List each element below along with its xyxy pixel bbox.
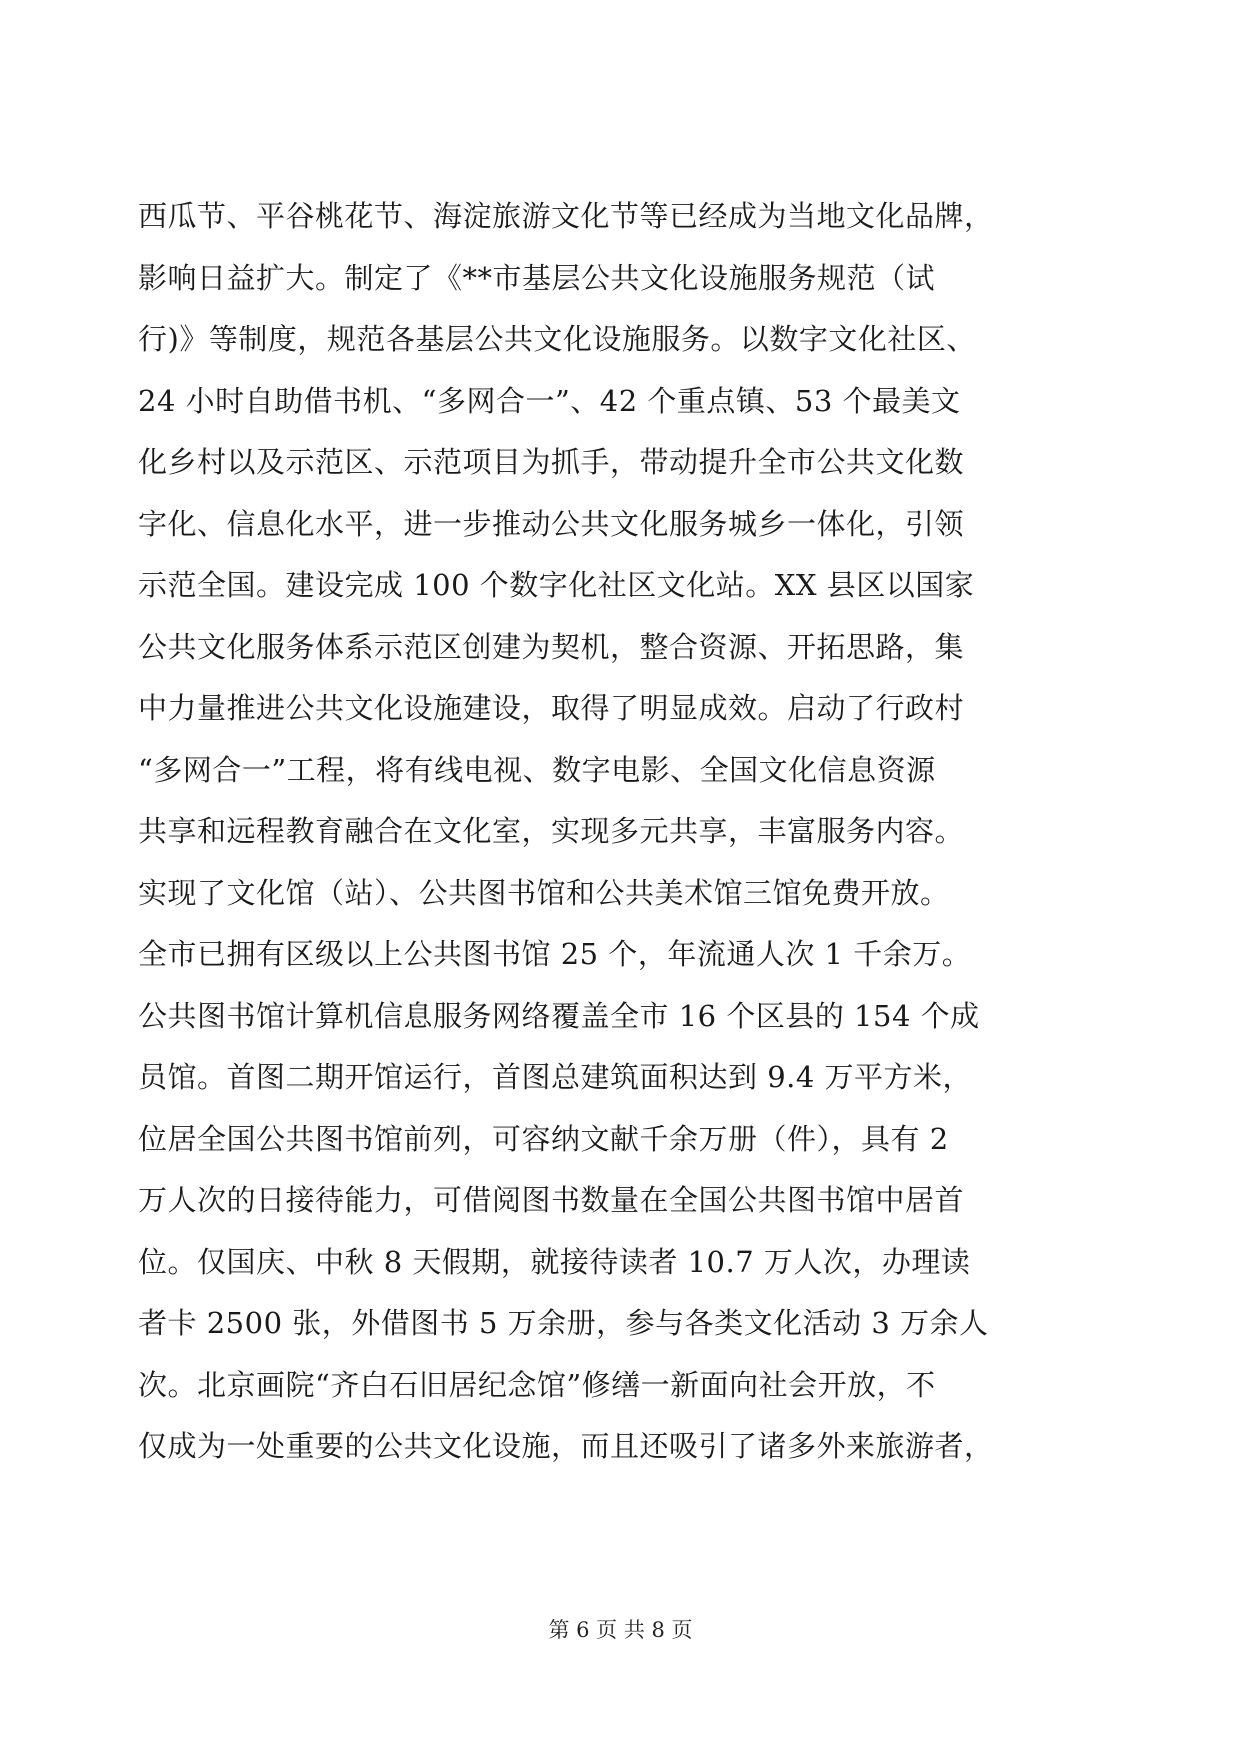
body-paragraph: [138, 196, 1108, 1488]
text-line: 公共文化服务体系示范区创建为契机，整合资源、开拓思路，集: [138, 629, 965, 664]
page-footer: [0, 1616, 1241, 1644]
text-line: 位居全国公共图书馆前列，可容纳文献千余万册（件），具有 2: [138, 1121, 949, 1156]
text-line: 实现了文化馆（站）、公共图书馆和公共美术馆三馆免费开放。: [138, 875, 950, 910]
text-line: 位。仅国庆、中秋 8 天假期，就接待读者 10.7 万人次，办理读: [138, 1244, 971, 1279]
text-line: 者卡 2500 张，外借图书 5 万余册，参与各类文化活动 3 万余人: [138, 1306, 989, 1340]
text-line: 示范全国。建设完成 100 个数字化社区文化站。XX 县区以国家: [138, 568, 975, 602]
text-line: 仅成为一处重要的公共文化设施，而且还吸引了诸多外来旅游者，: [138, 1429, 994, 1463]
text-line: 次。北京画院“齐白石旧居纪念馆”修缮一新面向社会开放，不: [138, 1367, 936, 1402]
text-line: 西瓜节、平谷桃花节、海淀旅游文化节等已经成为当地文化品牌，: [138, 199, 994, 233]
text-line: 字化、信息化水平，进一步推动公共文化服务城乡一体化，引领: [138, 506, 965, 541]
text-line: “多网合一”工程，将有线电视、数字电影、全国文化信息资源: [138, 752, 936, 787]
text-line: 影响日益扩大。制定了《**市基层公共文化设施服务规范（试: [138, 260, 936, 295]
text-line: 员馆。首图二期开馆运行，首图总建筑面积达到 9.4 万平方米，: [138, 1060, 973, 1094]
text-line: 全市已拥有区级以上公共图书馆 25 个，年流通人次 1 千余万。: [138, 937, 972, 971]
text-line: 行)》等制度，规范各基层公共文化设施服务。以数字文化社区、: [138, 322, 976, 356]
text-line: 共享和远程教育融合在文化室，实现多元共享，丰富服务内容。: [138, 814, 965, 848]
text-line: 中力量推进公共文化设施建设，取得了明显成效。启动了行政村: [138, 691, 965, 725]
text-line: 化乡村以及示范区、示范项目为抓手，带动提升全市公共文化数: [138, 445, 965, 479]
text-line: 公共图书馆计算机信息服务网络覆盖全市 16 个区县的 154 个成: [138, 998, 980, 1033]
text-line: 24 小时自助借书机、“多网合一”、42 个重点镇、53 个最美文: [138, 383, 961, 418]
text-line: 万人次的日接待能力，可借阅图书数量在全国公共图书馆中居首: [138, 1183, 965, 1217]
page-number-indicator: 第 6 页 共 8 页: [548, 1618, 693, 1642]
